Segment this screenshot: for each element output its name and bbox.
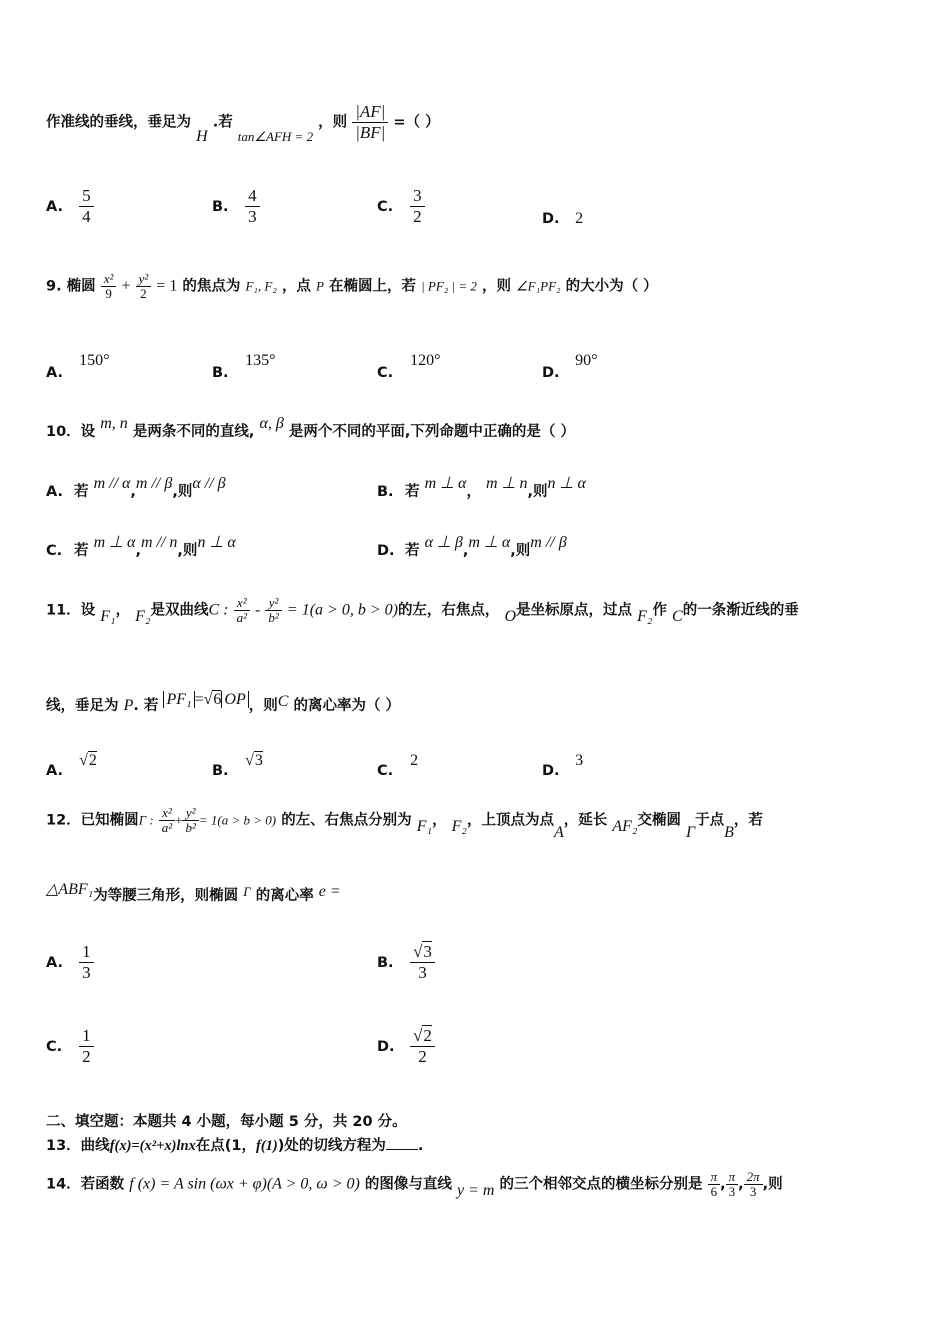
q14-text: 的图像与直线 — [364, 1176, 452, 1193]
q10-option-d: D. 若 α ⊥ β,m ⊥ α,则m // β — [377, 534, 567, 559]
q11-option-a: A. √2 — [46, 752, 97, 779]
option-label: B. — [212, 763, 229, 779]
q12-math-f1: F₁ — [416, 817, 433, 835]
option-label: A. — [46, 484, 63, 500]
option-math: m // α — [93, 475, 131, 492]
q12-option-b — [377, 942, 435, 983]
option-value: 3 — [575, 752, 584, 769]
q9-option-b — [212, 352, 276, 381]
fraction-num: 1 — [79, 1026, 94, 1047]
q11-text: ，则 — [248, 698, 278, 714]
q9-math-foci: F₁, F₂ — [245, 278, 277, 294]
q11-math-c: C — [672, 607, 683, 625]
question-12-stem — [46, 805, 763, 841]
q12-math-b: B — [724, 823, 734, 841]
q8-option-d — [542, 210, 583, 228]
q12-text: 的离心率 — [255, 888, 314, 904]
option-fraction — [79, 942, 94, 983]
q9-math-p: P — [316, 278, 324, 294]
option-label: C. — [46, 1038, 63, 1055]
q9-math-cond: | PF₂ | = 2 — [421, 278, 477, 294]
question-13-stem — [46, 1134, 423, 1155]
option-math: m ⊥ α — [93, 534, 136, 551]
option-fraction — [79, 1026, 94, 1067]
q11-text: . 若 — [133, 698, 159, 714]
option-sqrt: 3 — [254, 752, 263, 769]
q12-option-a — [46, 942, 94, 983]
option-label: C. — [377, 198, 394, 215]
fraction-num: π — [708, 1170, 721, 1185]
option-value: 150° — [79, 352, 110, 369]
q12-math-gamma: Γ — [243, 884, 251, 899]
q8-text: =（ ） — [393, 114, 440, 131]
q11-text: 的左，右焦点， — [397, 602, 500, 619]
question-number: 11．设 — [46, 602, 96, 619]
option-label: C. — [46, 543, 63, 559]
q12-math-gamma: Γ : — [138, 812, 154, 828]
option-label: B. — [377, 484, 394, 500]
option-label: D. — [542, 365, 560, 381]
q12-text: 为等腰三角形，则椭圆 — [93, 888, 239, 904]
q9-option-c — [377, 352, 441, 381]
q13-math-f1: f(1) — [256, 1138, 278, 1154]
q12-option-d — [377, 1026, 435, 1067]
q11-text: 的离心率为（ ） — [293, 698, 401, 714]
fraction-num: x² — [101, 272, 117, 287]
q12-text: ，延长 — [563, 812, 608, 829]
fraction-den: b² — [268, 610, 279, 625]
fraction-num-sqrt: 3 — [423, 942, 432, 961]
q13-text: 在点(1， — [195, 1138, 257, 1154]
q12-text: 交椭圆 — [637, 812, 681, 829]
q10-option-b: B. 若 m ⊥ α， m ⊥ n,则n ⊥ α — [377, 475, 586, 500]
fraction-den: 3 — [749, 1184, 757, 1199]
q9-text: ，点 — [281, 278, 311, 295]
option-text: ,则 — [527, 484, 548, 500]
q8-option-a — [46, 186, 94, 227]
q12-math-f2: F₂ — [451, 817, 467, 835]
question-number: 13．曲线 — [46, 1138, 110, 1154]
q11-text: 作 — [652, 602, 667, 619]
q8-option-b — [212, 186, 260, 227]
q8-math-h: H — [196, 127, 208, 145]
q14-math-f: f (x) = A sin (ωx + φ)(A > 0, ω > 0) — [129, 1175, 360, 1193]
option-math: n ⊥ α — [197, 534, 236, 551]
option-text: 若 — [74, 484, 89, 500]
q14-text: 的三个相邻交点的横坐标分别是 — [499, 1176, 703, 1193]
q11-text: 的一条渐近线的垂 — [682, 602, 799, 619]
q11-math-f2: F₂ — [135, 607, 151, 625]
q14-fraction-2 — [726, 1170, 739, 1199]
q11-text: 是坐标原点，过点 — [516, 602, 633, 619]
q12-text: ， — [432, 812, 447, 829]
fraction-den: b² — [185, 820, 196, 835]
q11-math-c: C : — [208, 601, 229, 619]
question-10-stem — [46, 415, 575, 441]
q11-math-op: OP — [221, 691, 248, 708]
fraction-den: a² — [236, 610, 247, 625]
q11-option-d — [542, 752, 584, 779]
option-value: 90° — [575, 352, 598, 369]
q11-math-eq: = — [194, 691, 204, 708]
option-math: m ⊥ α — [424, 475, 467, 492]
option-math: α // β — [192, 475, 226, 492]
q11-minus: - — [255, 601, 261, 619]
question-8-stem — [46, 102, 440, 143]
fraction-den: 6 — [710, 1184, 718, 1199]
q10-math-mn: m, n — [100, 415, 128, 432]
fraction-num: 5 — [79, 186, 94, 207]
q8-ratio-fraction — [352, 102, 388, 143]
fraction-den: 3 — [418, 963, 427, 982]
option-text: ,则 — [177, 543, 198, 559]
option-text: ,则 — [510, 543, 531, 559]
q11-math-pf1: PF₁ — [163, 691, 194, 708]
q11-text: 是双曲线 — [150, 602, 209, 619]
q9-text: 椭圆 — [66, 278, 96, 295]
q14-text: ,则 — [762, 1176, 783, 1193]
q8-text: .若 — [212, 114, 233, 131]
fraction-num: 3 — [410, 186, 425, 207]
q12-plus: + — [175, 812, 183, 828]
q13-math-fx: f(x)=(x²+x)lnx — [109, 1138, 196, 1154]
fraction-den: 3 — [82, 963, 91, 982]
fraction-den: 2 — [418, 1047, 427, 1066]
q10-option-c: C. 若 m ⊥ α,m // n,则n ⊥ α — [46, 534, 236, 559]
q8-ratio-num: |AF| — [352, 102, 388, 123]
q9-option-a — [46, 352, 110, 381]
option-text: 若 — [74, 543, 89, 559]
q14-math-y: y = m — [456, 1181, 495, 1199]
option-math: m // β — [530, 534, 567, 551]
fraction-num-sqrt: 2 — [423, 1026, 432, 1045]
q9-eq-rhs: = 1 — [156, 277, 178, 295]
q10-math-ab: α, β — [259, 415, 284, 432]
option-math: m ⊥ n — [486, 475, 528, 492]
q11-math-sqrt: 6 — [213, 691, 222, 708]
q9-text: 的焦点为 — [182, 278, 241, 295]
q11-y-fraction — [265, 596, 281, 625]
q12-option-c — [46, 1026, 94, 1067]
q11-x-fraction — [234, 596, 250, 625]
q12-text: ，若 — [733, 812, 763, 829]
option-label: B. — [212, 198, 229, 215]
fraction-den: 2 — [82, 1047, 91, 1066]
option-label: A. — [46, 198, 63, 215]
q9-option-d — [542, 352, 598, 381]
option-label: D. — [542, 763, 560, 779]
option-math: m // β — [135, 475, 173, 492]
q12-text: ，上顶点为点 — [467, 812, 554, 829]
option-math: α ⊥ β — [424, 534, 463, 551]
q12-text: 于点 — [695, 812, 725, 829]
option-math: m // n — [140, 534, 178, 551]
fraction-den: 2 — [140, 286, 147, 301]
q12-math-af2: AF₂ — [612, 817, 638, 835]
fraction-den: 2 — [413, 207, 422, 226]
option-value: 135° — [245, 352, 276, 369]
option-value: 120° — [410, 352, 441, 369]
q12-y-fraction — [182, 806, 198, 835]
option-value: 2 — [410, 752, 419, 769]
option-label: A. — [46, 365, 63, 381]
q12-text: 的左、右焦点分别为 — [281, 812, 412, 829]
q11-text: 线，垂足为 — [46, 698, 119, 714]
q8-option-c — [377, 186, 425, 227]
q12-math-triangle: △ABF₁ — [46, 881, 94, 898]
answer-blank — [386, 1149, 418, 1150]
option-label: B. — [377, 954, 394, 971]
fraction-num: 1 — [79, 942, 94, 963]
q11-math-rhs: = 1(a > 0, b > 0) — [286, 601, 398, 619]
option-sqrt: 2 — [88, 752, 97, 769]
q8-text: 作准线的垂线，垂足为 — [46, 114, 191, 131]
q9-eq-x-fraction — [101, 272, 117, 301]
q9-math-angle: ∠F₁PF₂ — [516, 278, 561, 294]
q12-math-rhs: = 1(a > b > 0) — [198, 812, 277, 828]
q13-text: . — [417, 1138, 424, 1154]
q9-text: 的大小为（ ） — [565, 278, 658, 295]
option-label: A. — [46, 763, 63, 779]
fraction-num: y² — [265, 596, 281, 611]
option-text: 若 — [405, 543, 420, 559]
q11-option-c — [377, 752, 419, 779]
q14-fraction-1 — [708, 1170, 721, 1199]
q11-math-o: O — [504, 607, 517, 625]
option-label: A. — [46, 954, 63, 971]
question-number: 12．已知椭圆 — [46, 812, 139, 829]
q9-eq-y-fraction — [136, 272, 152, 301]
question-11-line2: 线，垂足为 P. 若 PF₁ =√6 OP ，则C 的离心率为（ ） — [46, 691, 401, 714]
option-math: m ⊥ α — [468, 534, 511, 551]
fraction-num: 2π — [744, 1170, 763, 1185]
q12-x-fraction — [159, 806, 175, 835]
option-value: 2 — [575, 210, 584, 227]
q12-math-gamma: Γ — [686, 823, 696, 841]
q8-math-cond: tan∠AFH = 2 — [237, 128, 314, 144]
q9-text: 在椭圆上，若 — [329, 278, 417, 295]
q12-math-a: A — [554, 823, 564, 841]
question-12-line2 — [46, 881, 341, 905]
option-label: D. — [377, 543, 395, 559]
q10-option-a: A. 若 m // α,m // β,则α // β — [46, 475, 226, 500]
fraction-num: y² — [182, 806, 198, 821]
question-number: 9. — [46, 278, 62, 295]
q9-text: ，则 — [481, 278, 511, 295]
option-fraction: $\frac{√2}{2}$ — [410, 1026, 435, 1067]
question-9-stem: 9. 椭圆 $\frac{\text{x²}}{9}$ + $\frac{\text{y²}}{2}$ = 1 的焦点为 F₁, F₂ ，点 P 在椭圆上，若 | PF₂ | = 2 ，则 ∠F₁PF₂ 的大小为（ ） — [46, 271, 658, 301]
question-11-stem — [46, 596, 799, 625]
question-14-stem: 14．若函数 f (x) = A sin (ωx + φ)(A > 0, ω > 0) 的图像与直线 y = m 的三个相邻交点的横坐标分别是 $\frac{\pi}{6}$ , $\frac{\pi}{3}$ , $\frac{2\pi}{3}$ ,则 — [46, 1169, 783, 1199]
q11-text: ， — [115, 602, 131, 619]
fraction-den: 9 — [105, 286, 112, 301]
option-fraction — [245, 186, 260, 227]
q13-text: )处的切线方程为 — [277, 1138, 386, 1154]
fraction-den: 4 — [82, 207, 91, 226]
option-label: C. — [377, 763, 394, 779]
q12-math-e: e = — [318, 883, 341, 900]
option-text: ,则 — [172, 484, 193, 500]
q11-math-f1: F₁ — [100, 607, 116, 625]
option-fraction — [79, 186, 94, 227]
fraction-den: 3 — [248, 207, 257, 226]
q11-math-f2: F₂ — [637, 607, 653, 625]
option-label: C. — [377, 365, 394, 381]
fraction-den: 3 — [728, 1184, 736, 1199]
fraction-num: x² — [159, 806, 175, 821]
fraction-num: π — [726, 1170, 739, 1185]
q11-math-p: P — [123, 697, 134, 714]
fraction-num: x² — [234, 596, 250, 611]
q8-ratio-den: |BF| — [355, 123, 386, 142]
question-number: 14．若函数 — [46, 1176, 125, 1193]
section-2-heading: 二、填空题：本题共 4 小题，每小题 5 分，共 20 分。 — [46, 1114, 407, 1130]
fraction-num: y² — [136, 272, 152, 287]
option-label: D. — [377, 1038, 395, 1055]
q11-math-c: C — [277, 693, 289, 710]
q8-text: ，则 — [318, 114, 348, 131]
q10-text: 是两个不同的平面,下列命题中正确的是（ ） — [288, 424, 575, 440]
option-label: D. — [542, 211, 560, 227]
option-fraction: $\frac{√3}{3}$ — [410, 942, 435, 983]
fraction-den: a² — [161, 820, 173, 835]
option-label: B. — [212, 365, 229, 381]
fraction-num: 4 — [245, 186, 260, 207]
option-text: 若 — [405, 484, 420, 500]
question-number: 10．设 — [46, 424, 96, 440]
q11-option-b: B. √3 — [212, 752, 263, 779]
option-fraction — [410, 186, 425, 227]
q14-fraction-3 — [744, 1170, 763, 1199]
option-math: n ⊥ α — [547, 475, 586, 492]
q10-text: 是两条不同的直线, — [132, 424, 255, 440]
